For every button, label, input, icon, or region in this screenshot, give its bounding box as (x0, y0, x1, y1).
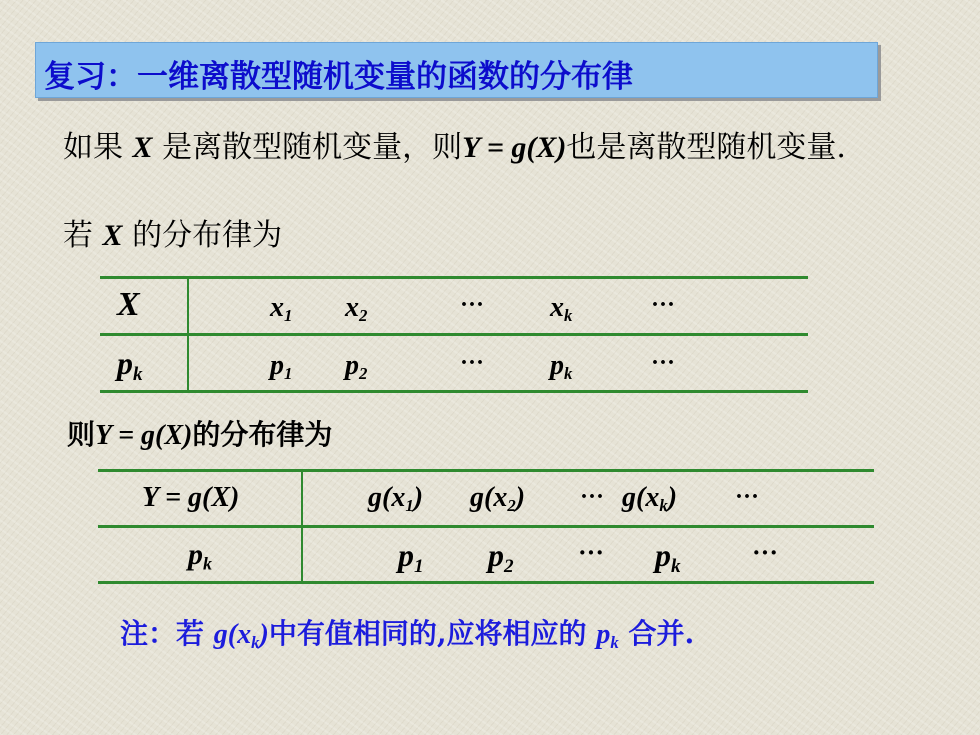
dist-text-2: 的分布律为 (132, 218, 283, 253)
table2-divider (301, 471, 303, 581)
distribution-intro (63, 210, 282, 254)
table1-top-rule (100, 276, 808, 279)
table1-xk: $x_k$ (550, 292, 573, 326)
eq-Y-gX: Y = g(X) (462, 131, 567, 164)
table1-p2: $p_2$ (345, 350, 368, 384)
note-pk: $p_k$ (596, 619, 619, 653)
table2-dots-3: ··· (578, 538, 605, 567)
table2-bottom-rule (98, 581, 874, 584)
table2-g-x1: $g(x_1)$ (368, 482, 424, 516)
table1-head-pk: $p_k$ (117, 345, 143, 385)
table1-dots-1: ··· (460, 292, 485, 318)
table2-dots-4: ··· (752, 538, 779, 567)
table1-divider (187, 278, 189, 390)
dist-text-1: 若 (63, 218, 93, 253)
table1-dots-2: ··· (651, 292, 676, 318)
table1-p1: $p_1$ (270, 350, 293, 384)
table2-top-rule (98, 469, 874, 472)
slide-title-box (35, 42, 878, 98)
slide-title: 复习：一维离散型随机变量的函数的分布律 (44, 59, 633, 95)
note-g-xk: $g(x_k)$ (213, 619, 269, 653)
table2-p1: $p_1$ (398, 537, 424, 577)
func-text-1: 则 (67, 418, 96, 451)
table2-pk: $p_k$ (655, 537, 681, 577)
table1-mid-rule (100, 333, 808, 336)
note-text-3: 合并. (628, 617, 695, 650)
table1-x1: $x_1$ (270, 292, 293, 326)
table1-head-X: X (117, 286, 140, 323)
table2-mid-rule (98, 525, 874, 528)
var-X: X (132, 131, 153, 164)
func-text-2: 的分布律为 (192, 418, 333, 451)
table1-pk: $p_k$ (550, 350, 573, 384)
table2-head-pk: $p_k$ (188, 538, 212, 574)
intro-text-3: 也是离散型随机变量. (566, 130, 846, 165)
var-X-2: X (102, 219, 123, 252)
function-distribution-intro (67, 413, 332, 453)
table1-dots-4: ··· (651, 350, 676, 376)
intro-sentence (63, 122, 846, 166)
eq-Y-gX-2: Y = g(X) (95, 420, 193, 451)
table2-g-x2: $g(x_2)$ (470, 482, 526, 516)
table2-head-Y: Y = g(X) (142, 482, 240, 513)
intro-text-1: 如果 (63, 130, 123, 165)
table2-g-xk: $g(x_k)$ (622, 482, 678, 516)
table1-bottom-rule (100, 390, 808, 393)
table2-dots-2: ··· (735, 484, 760, 510)
table2-p2: $p_2$ (488, 537, 514, 577)
note-text-1: 注：若 (120, 617, 205, 650)
note-sentence (120, 612, 694, 652)
table1-x2: $x_2$ (345, 292, 368, 326)
table2-dots-1: ··· (580, 484, 605, 510)
intro-text-2: 是离散型随机变量，则 (162, 130, 463, 165)
note-text-2: 中有值相同的,应将相应的 (268, 617, 587, 650)
table1-dots-3: ··· (460, 350, 485, 376)
